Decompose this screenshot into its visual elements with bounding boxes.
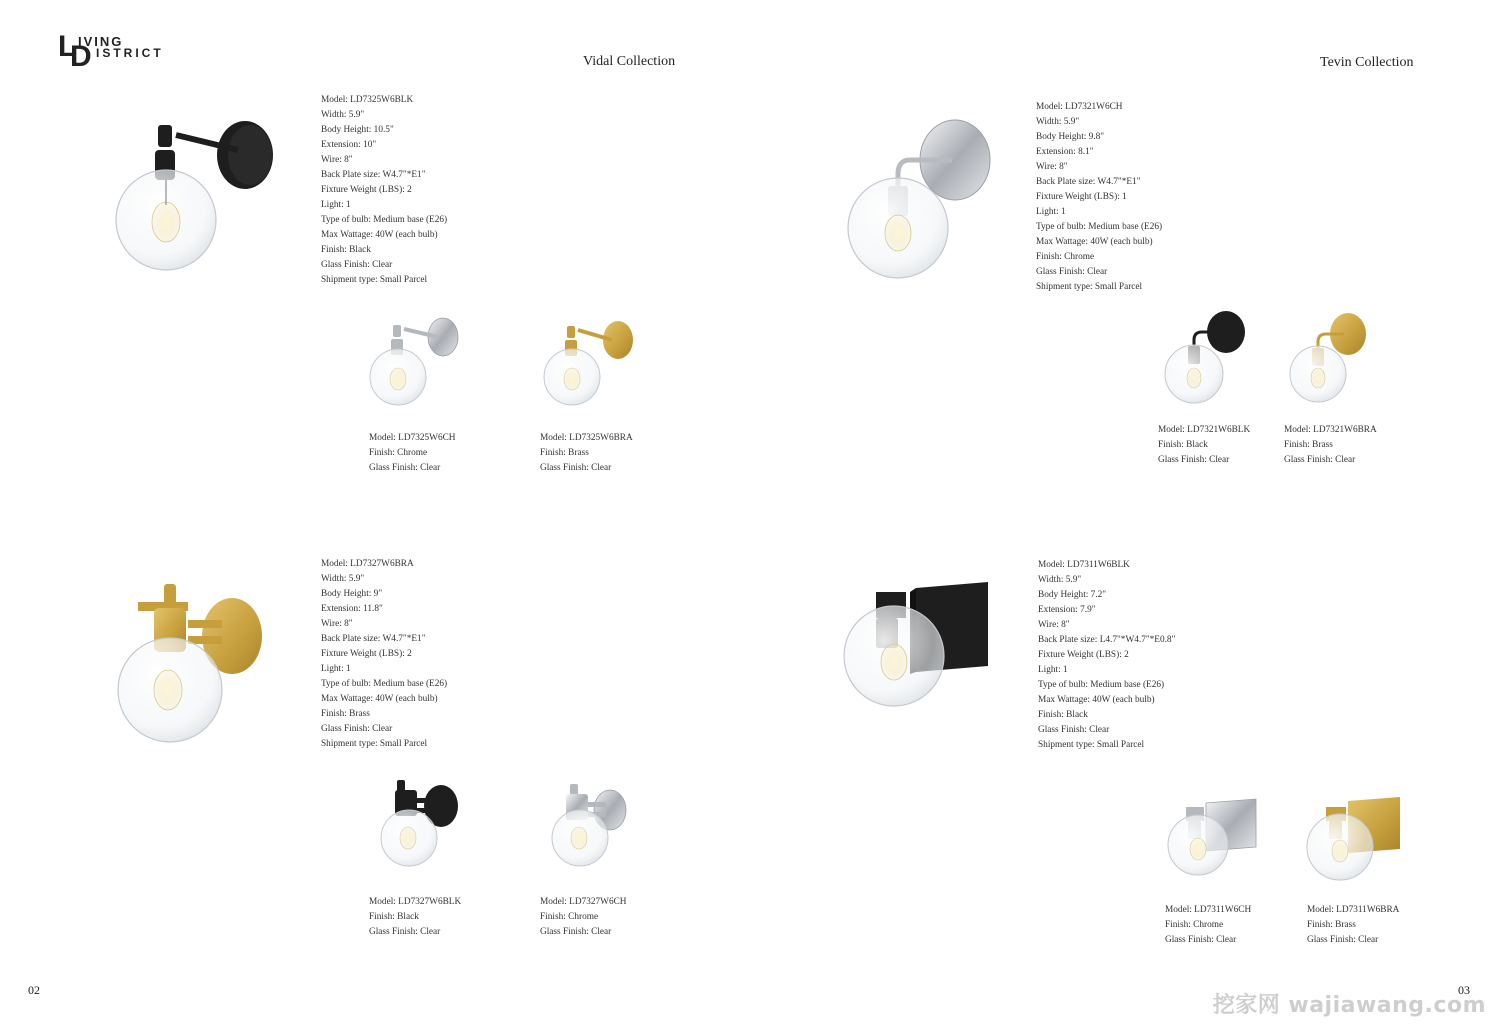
spec-line: Finish: Brass [321,709,370,719]
variant-line: Finish: Brass [1307,920,1356,930]
variant-line: Finish: Chrome [369,448,428,458]
spec-line: Width: 5.9" [321,110,365,120]
spec-line: Glass Finish: Clear [1038,725,1110,735]
spec-line: Shipment type: Small Parcel [321,275,428,285]
spec-line: Max Wattage: 40W (each bulb) [1038,695,1155,705]
spec-line: Back Plate size: W4.7"*E1" [321,634,426,644]
variant-line: Glass Finish: Clear [540,463,612,473]
spec-line: Wire: 8" [321,619,353,629]
spec-line: Body Height: 9.8" [1036,132,1105,142]
spec-line: Back Plate size: L4.7"*W4.7"*E0.8" [1038,635,1176,645]
sconce-black-small-icon [1162,310,1252,405]
variant-line: Glass Finish: Clear [369,927,441,937]
spec-line: Model: LD7327W6BRA [321,559,414,569]
spec-line: Width: 5.9" [1036,117,1080,127]
variant-line: Finish: Chrome [1165,920,1224,930]
variant-line: Finish: Black [369,912,419,922]
spec-line: Max Wattage: 40W (each bulb) [1036,237,1153,247]
spec-line: Type of bulb: Medium base (E26) [321,679,448,689]
variant-line: Glass Finish: Clear [1158,455,1230,465]
spec-line: Width: 5.9" [1038,575,1082,585]
variant-caption-ld7325w6ch [369,431,456,476]
spec-line: Glass Finish: Clear [321,724,393,734]
variant-line: Model: LD7311W6CH [1165,905,1252,915]
spec-line: Type of bulb: Medium base (E26) [321,215,448,225]
spec-line: Body Height: 9" [321,589,383,599]
variant-line: Glass Finish: Clear [1165,935,1237,945]
logo-letter-l: L [58,30,77,63]
spec-line: Wire: 8" [1038,620,1070,630]
spec-line: Type of bulb: Medium base (E26) [1038,680,1165,690]
spec-line: Extension: 10" [321,140,377,150]
variant-line: Model: LD7321W6BLK [1158,425,1251,435]
spec-list-ld7321w6ch [1036,100,1162,295]
variant-line: Glass Finish: Clear [369,463,441,473]
logo-letter-d: D [70,40,92,73]
variant-line: Glass Finish: Clear [1284,455,1356,465]
variant-line: Model: LD7311W6BRA [1307,905,1400,915]
spec-line: Glass Finish: Clear [1036,267,1108,277]
spec-line: Extension: 11.8" [321,604,383,614]
spec-line: Fixture Weight (LBS): 2 [1038,650,1129,660]
variant-line: Finish: Chrome [540,912,599,922]
spec-line: Type of bulb: Medium base (E26) [1036,222,1163,232]
spec-line: Width: 5.9" [321,574,365,584]
sconce-chrome-small-icon [368,315,468,410]
spec-line: Body Height: 7.2" [1038,590,1107,600]
variant-caption-ld7321w6blk [1158,423,1250,468]
tevin-collection-title: Tevin Collection [1320,55,1414,70]
spec-line: Model: LD7311W6BLK [1038,560,1130,570]
variant-line: Model: LD7327W6BLK [369,897,462,907]
variant-line: Model: LD7327W6CH [540,897,627,907]
variant-line: Finish: Brass [540,448,589,458]
variant-caption-ld7311w6bra [1307,903,1399,948]
variant-caption-ld7321w6bra [1284,423,1377,468]
page-number-left: 02 [28,983,40,997]
spec-line: Wire: 8" [1036,162,1068,172]
logo-text-top: IVING [78,34,124,49]
spec-line: Model: LD7321W6CH [1036,102,1123,112]
sconce-black-icon [110,110,280,270]
variant-caption-ld7327w6ch [540,895,627,940]
sconce-chrome-small-icon [548,780,643,872]
variant-caption-ld7325w6bra [540,431,633,476]
spec-line: Fixture Weight (LBS): 2 [321,649,412,659]
vidal-collection-title: Vidal Collection [583,54,676,69]
spec-list-ld7325w6blk [321,93,447,288]
spec-line: Model: LD7325W6BLK [321,95,414,105]
spec-line: Wire: 8" [321,155,353,165]
page-number-right: 03 [1458,983,1470,997]
spec-line: Extension: 8.1" [1036,147,1094,157]
spec-line: Fixture Weight (LBS): 2 [321,185,412,195]
spec-line: Fixture Weight (LBS): 1 [1036,192,1127,202]
spec-line: Finish: Black [1038,710,1088,720]
spec-line: Shipment type: Small Parcel [321,739,428,749]
spec-line: Back Plate size: W4.7"*E1" [1036,177,1141,187]
sconce-chrome-square-small-icon [1164,795,1264,880]
logo-text-bottom: ISTRICT [96,46,164,60]
sconce-brass-small-icon [1288,312,1378,407]
variant-line: Model: LD7325W6BRA [540,433,633,443]
variant-line: Finish: Brass [1284,440,1333,450]
spec-line: Light: 1 [321,664,351,674]
spec-line: Shipment type: Small Parcel [1036,282,1143,292]
variant-caption-ld7311w6ch [1165,903,1251,948]
sconce-brass-small-icon [542,315,642,410]
spec-line: Glass Finish: Clear [321,260,393,270]
spec-line: Finish: Black [321,245,371,255]
sconce-brass-icon [110,580,275,745]
variant-line: Glass Finish: Clear [1307,935,1379,945]
variant-line: Model: LD7321W6BRA [1284,425,1377,435]
variant-caption-ld7327w6blk [369,895,461,940]
variant-line: Model: LD7325W6CH [369,433,456,443]
spec-line: Extension: 7.9" [1038,605,1096,615]
sconce-black-square-icon [836,578,996,713]
spec-line: Body Height: 10.5" [321,125,394,135]
variant-line: Finish: Black [1158,440,1208,450]
spec-list-ld7327w6bra [321,557,447,752]
sconce-brass-square-small-icon [1302,795,1407,885]
spec-line: Shipment type: Small Parcel [1038,740,1145,750]
sconce-chrome-icon [840,118,1000,283]
spec-line: Finish: Chrome [1036,252,1095,262]
spec-line: Light: 1 [1038,665,1068,675]
variant-line: Glass Finish: Clear [540,927,612,937]
spec-line: Light: 1 [1036,207,1066,217]
watermark: 挖家网 wajiawang.com [1212,993,1486,1018]
spec-line: Light: 1 [321,200,351,210]
spec-list-ld7311w6blk [1038,558,1175,753]
sconce-black-small-icon [375,776,470,868]
brand-logo [58,30,170,74]
spec-line: Max Wattage: 40W (each bulb) [321,694,438,704]
spec-line: Max Wattage: 40W (each bulb) [321,230,438,240]
spec-line: Back Plate size: W4.7"*E1" [321,170,426,180]
